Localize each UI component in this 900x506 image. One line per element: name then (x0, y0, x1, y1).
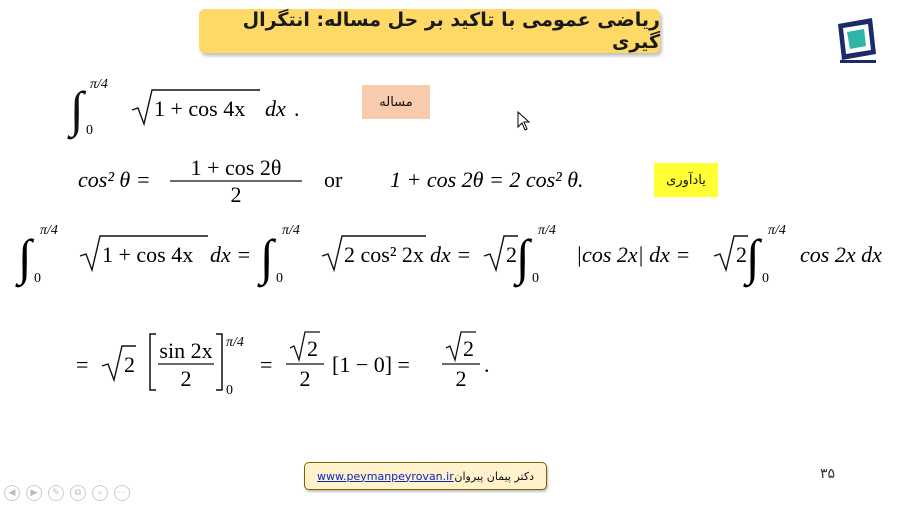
svg-text:2: 2 (506, 242, 517, 267)
svg-text:dx: dx (265, 96, 286, 121)
more-icon[interactable]: ⋯ (114, 485, 130, 501)
svg-text:|cos 2x| dx =: |cos 2x| dx = (576, 242, 691, 267)
svg-text:∫: ∫ (70, 81, 84, 137)
svg-text:0: 0 (762, 271, 769, 286)
svg-text:2: 2 (299, 366, 311, 391)
svg-text:2: 2 (736, 242, 747, 267)
mouse-cursor-icon (517, 111, 531, 131)
svg-text:.: . (294, 96, 300, 121)
svg-text:dx =: dx = (210, 242, 252, 267)
svg-text:=: = (260, 352, 273, 377)
trig-identity (70, 150, 650, 210)
svg-text:cos 2x dx: cos 2x dx (800, 242, 882, 267)
svg-text:0: 0 (276, 271, 283, 286)
svg-text:∫: ∫ (746, 229, 760, 285)
page-title: ریاضی عمومی با تاکید بر حل مساله: انتگرال گیری (199, 9, 660, 53)
reminder-tag: یادآوری (654, 163, 718, 197)
svg-text:or: or (324, 167, 343, 192)
svg-text:0: 0 (226, 383, 233, 398)
svg-text:=: = (76, 352, 89, 377)
svg-text:∫: ∫ (18, 229, 32, 285)
website-link[interactable]: www.peymanpeyrovan.ir (317, 469, 454, 483)
svg-text:1 + cos 2θ = 2 cos² θ.: 1 + cos 2θ = 2 cos² θ. (390, 167, 584, 192)
svg-text:0: 0 (86, 123, 93, 138)
svg-text:2: 2 (124, 352, 135, 377)
svg-text:dx =: dx = (430, 242, 472, 267)
svg-text:0: 0 (34, 271, 41, 286)
svg-text:[1 − 0] =: [1 − 0] = (332, 352, 410, 377)
problem-tag: مساله (362, 85, 430, 119)
svg-text:2 cos² 2x: 2 cos² 2x (344, 242, 424, 267)
svg-text:2: 2 (455, 366, 467, 391)
svg-text:sin 2x: sin 2x (159, 338, 213, 363)
svg-text:π/4: π/4 (90, 77, 108, 92)
solution-line-1 (10, 212, 890, 294)
page-number: ۳۵ (820, 466, 836, 482)
svg-text:∫: ∫ (516, 229, 530, 285)
svg-text:π/4: π/4 (538, 223, 556, 238)
svg-text:cos² θ =: cos² θ = (78, 167, 151, 192)
svg-text:2: 2 (463, 336, 474, 361)
zoom-icon[interactable]: ⌕ (92, 485, 108, 501)
footer-box (304, 462, 547, 490)
svg-text:π/4: π/4 (40, 223, 58, 238)
back-icon[interactable]: ◀ (4, 485, 20, 501)
svg-text:2: 2 (180, 366, 192, 391)
problem-integral (60, 68, 320, 148)
svg-text:0: 0 (532, 271, 539, 286)
author-name: دکتر پیمان پیروان (454, 469, 534, 483)
solution-line-2 (70, 322, 530, 400)
svg-text:1 + cos 4x: 1 + cos 4x (102, 242, 194, 267)
logo-icon (832, 14, 880, 66)
svg-text:1 + cos 4x: 1 + cos 4x (154, 96, 246, 121)
copy-icon[interactable]: ⧉ (70, 485, 86, 501)
svg-text:.: . (484, 352, 490, 377)
svg-text:2: 2 (230, 182, 242, 207)
svg-text:2: 2 (307, 336, 318, 361)
svg-text:π/4: π/4 (282, 223, 300, 238)
play-icon[interactable]: ▶ (26, 485, 42, 501)
svg-text:1 + cos 2θ: 1 + cos 2θ (190, 155, 282, 180)
svg-text:π/4: π/4 (226, 335, 244, 350)
svg-text:∫: ∫ (260, 229, 274, 285)
presentation-toolbar (4, 485, 130, 501)
pen-icon[interactable]: ✎ (48, 485, 64, 501)
svg-text:π/4: π/4 (768, 223, 786, 238)
